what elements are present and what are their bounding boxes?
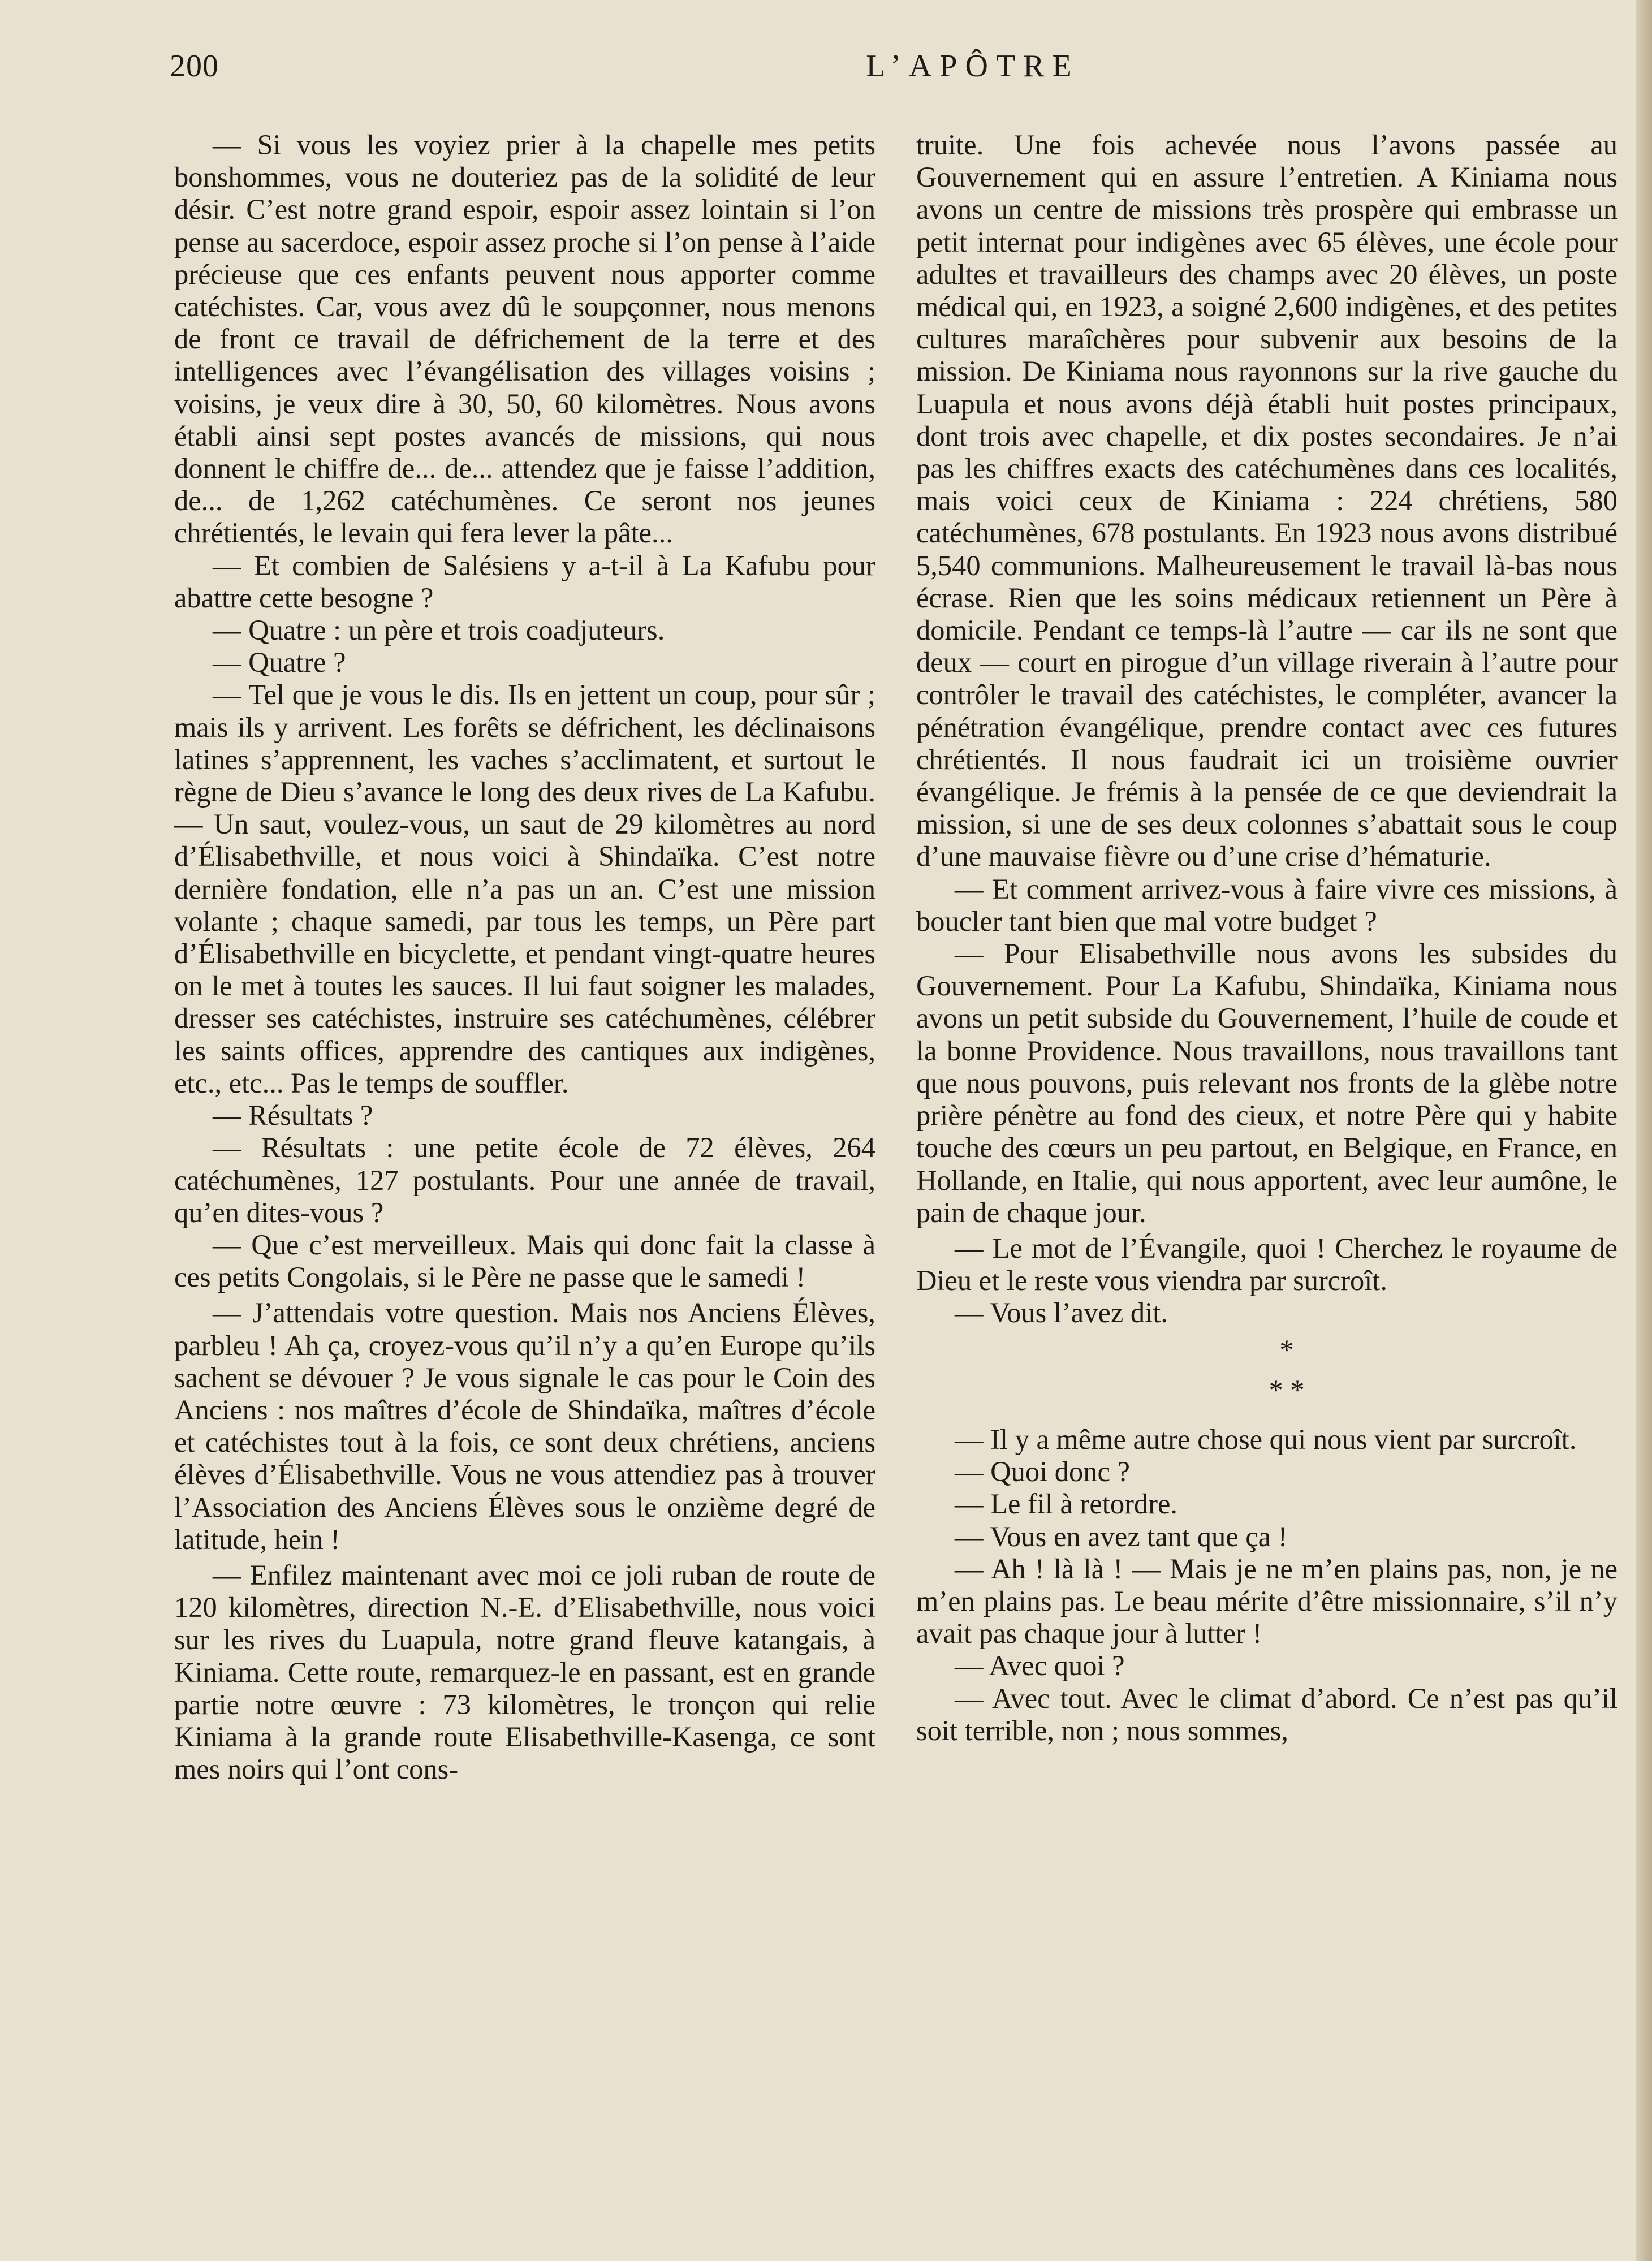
paragraph: — J’attendais votre question. Mais nos Anciens Élèves, parbleu ! Ah ça, croyez-vous qu’il n’y a qu’en Europe qu’ils sachent se dévouer ? Je vous signale le cas pour le Coin des Anciens : nos maîtres d’école de Shindaïka, maîtres d’école et catéchistes tout à la fois, ce sont deux chrétiens, anciens élèves d’Élisabethville. Vous ne vous attendiez pas à trouver l’Association des Anciens Élèves sous le onzième degré de latitude, hein ! bbox=[174, 1297, 875, 1555]
paragraph: — Quatre ? bbox=[213, 646, 346, 679]
paragraph: — Ah ! là là ! — Mais je ne m’en plains pas, non, je ne m’en plains pas. Le beau mérite d’être missionnaire, s’il n’y avait pas chaque jour à lutter ! bbox=[916, 1552, 1618, 1650]
paragraph: — Avec quoi ? bbox=[955, 1650, 1125, 1682]
paragraph: — Quatre : un père et trois coadjuteurs. bbox=[213, 614, 665, 646]
paragraph: — Le fil à retordre. bbox=[955, 1488, 1177, 1520]
paragraph: — Que c’est merveilleux. Mais qui donc fait la classe à ces petits Congolais, si le Père ne passe que le samedi ! bbox=[174, 1228, 875, 1293]
paragraph: — Le mot de l’Évangile, quoi ! Cherchez le royaume de Dieu et le reste vous viendra par surcroît. bbox=[916, 1232, 1618, 1297]
paragraph: — Résultats ? bbox=[213, 1099, 373, 1132]
right-column bbox=[916, 129, 1618, 1747]
paragraph: — Avec tout. Avec le climat d’abord. Ce n’est pas qu’il soit terrible, non ; nous sommes, bbox=[916, 1682, 1618, 1746]
paragraph: — Quoi donc ? bbox=[955, 1456, 1130, 1488]
paragraph: — Vous l’avez dit. bbox=[955, 1297, 1168, 1329]
paragraph: — Pour Elisabethville nous avons les subsides du Gouvernement. Pour La Kafubu, Shindaïka, Kiniama nous avons un petit subside du Gouvernement, l’huile de coude et la bonne Providence. Nous travaillons, nous travaillons tant que nous pouvons, puis relevant nos fronts de la glèbe notre prière pénètre au fond des cieux, et notre Père qui y habite touche des cœurs un peu partout, en Belgique, en France, en Hollande, en Italie, qui nous apportent, avec leur aumône, le pain de chaque jour. bbox=[916, 938, 1618, 1228]
paragraph: — Vous en avez tant que ça ! bbox=[955, 1520, 1288, 1552]
paragraph: — Enfilez maintenant avec moi ce joli ruban de route de 120 kilomètres, direction N.-E. d’Elisabethville, nous voici sur les rives du Luapula, notre grand fleuve katangais, à Kiniama. Cette route, remarquez-le en passant, est en grande partie notre œuvre : 73 kilomètres, le tronçon qui relie Kiniama à la grande route Elisabethville-Kasenga, ce sont mes noirs qui l’ont cons- bbox=[174, 1559, 875, 1785]
paragraph: — Résultats : une petite école de 72 élèves, 264 catéchumènes, 127 postulants. Pour une année de travail, qu’en dites-vous ? bbox=[174, 1132, 875, 1228]
paragraph: — Tel que je vous le dis. Ils en jettent un coup, pour sûr ; mais ils y arrivent. Les forêts se défrichent, les déclinaisons latines s’apprennent, les vaches s’acclimatent, et surtout le règne de Dieu s’avance le long des deux rives de La Kafubu.— Un saut, voulez-vous, un saut de 29 kilomètres au nord d’Élisabethville, et nous voici à Shindaïka. C’est notre dernière fondation, elle n’a pas un an. C’est une mission volante ; chaque samedi, par tous les temps, un Père part d’Élisabethville en bicyclette, et pendant vingt-quatre heures on le met à toutes les sauces. Il lui faut soigner les malades, dresser ses catéchistes, instruire ses catéchumènes, célébrer les saints offices, apprendre des cantiques aux indigènes, etc., etc... Pas le temps de souffler. bbox=[174, 679, 875, 1099]
page-header bbox=[170, 48, 1618, 93]
paragraph: — Et combien de Salésiens y a-t-il à La Kafubu pour abattre cette besogne ? bbox=[174, 549, 875, 614]
left-column bbox=[174, 129, 875, 1785]
paragraph: — Il y a même autre chose qui nous vient par surcroît. bbox=[955, 1423, 1577, 1455]
paragraph: — Si vous les voyiez prier à la chapelle mes petits bonshommes, vous ne douteriez pas de la solidité de leur désir. C’est notre grand espoir, espoir assez lointain si l’on pense au sacerdoce, espoir assez proche si l’on pense à l’aide précieuse que ces enfants peuvent nous apporter comme catéchistes. Car, vous avez dû le soupçonner, nous menons de front ce travail de défrichement de la terre et des intelligences avec l’évangélisation des villages voisins ; voisins, je veux dire à 30, 50, 60 kilomètres. Nous avons établi ainsi sept postes avancés de missions, qui nous donnent le chiffre de... de... attendez que je faisse l’addition, de... de 1,262 catéchumènes. Ce seront nos jeunes chrétientés, le levain qui fera lever la pâte... bbox=[174, 129, 875, 549]
running-title: L’APÔTRE bbox=[866, 49, 1080, 84]
paragraph: truite. Une fois achevée nous l’avons passée au Gouvernement qui en assure l’entretien. A Kiniama nous avons un centre de missions très prospère qui embrasse un petit internat pour indigènes avec 65 élèves, une école pour adultes et travailleurs des champs avec 20 élèves, un poste médical qui, en 1923, a soigné 2,600 indigènes, et des petites cultures maraîchères pour subvenir aux besoins de la mission. De Kiniama nous rayonnons sur la rive gauche du Luapula et nous avons déjà établi huit postes principaux, dont trois avec chapelle, et dix postes secondaires. Je n’ai pas les chiffres exacts des catéchumènes dans ces localités, mais voici ceux de Kiniama : 224 chrétiens, 580 catéchumènes, 678 postulants. En 1923 nous avons distribué 5,540 communions. Malheureusement le travail là-bas nous écrase. Rien que les soins médicaux retiennent un Père à domicile. Pendant ce temps-là l’autre — car ils ne sont que deux — court en pirogue d’un village riverain à l’autre pour contrôler le travail des catéchistes, le compléter, avancer la pénétration évangélique, prendre contact avec ces futures chrétientés. Il nous faudrait ici un troisième ouvrier évangélique. Je frémis à la pensée de ce que deviendrait la mission, si une de ses deux colonnes s’abattait sous le coup d’une mauvaise fièvre ou d’une crise d’hématurie. bbox=[916, 129, 1618, 873]
section-separator-top: * bbox=[1279, 1334, 1294, 1366]
paragraph: — Et comment arrivez-vous à faire vivre ces missions, à boucler tant bien que mal votre budget ? bbox=[916, 873, 1618, 937]
page-number: 200 bbox=[170, 49, 219, 84]
page-edge bbox=[1636, 0, 1652, 2261]
section-separator-bottom: * * bbox=[1269, 1374, 1305, 1406]
